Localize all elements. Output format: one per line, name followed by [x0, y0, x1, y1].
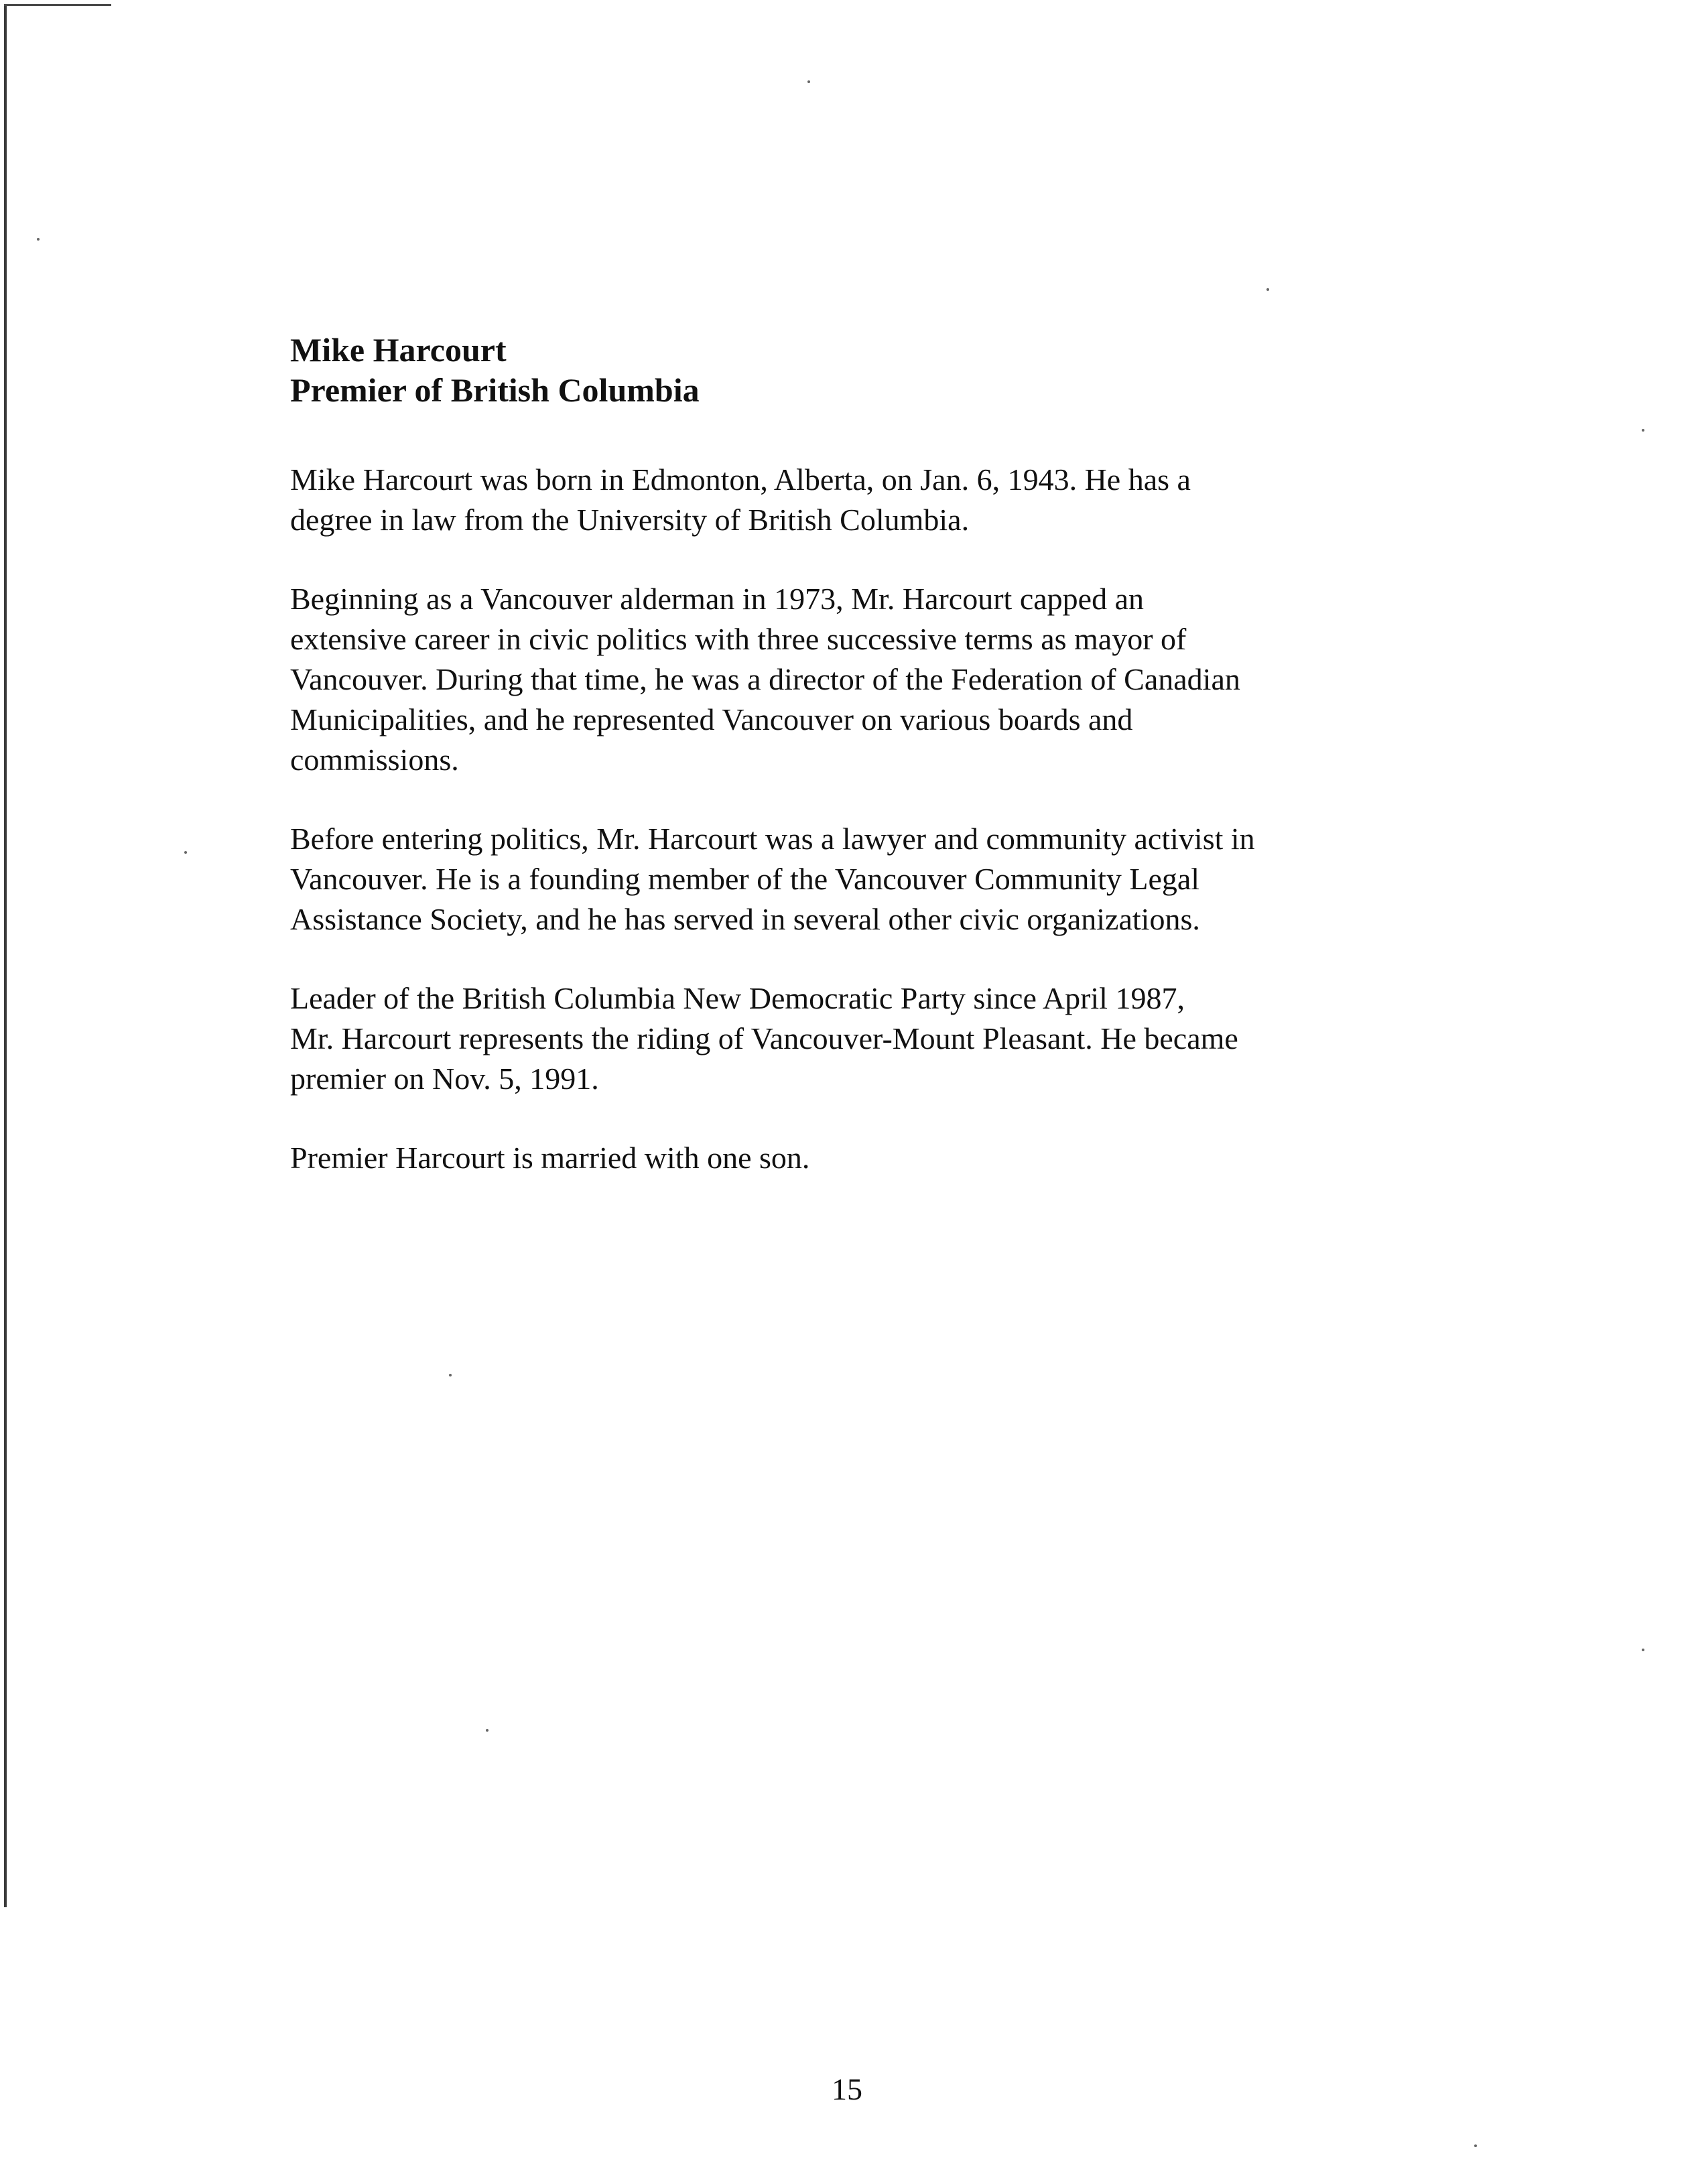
scan-speck: [1642, 429, 1644, 432]
scan-page-edge-top: [4, 4, 111, 6]
text-line: Leader of the British Columbia New Democratic Party since April 1987,: [290, 981, 1185, 1015]
biography: [290, 330, 1429, 1217]
text-line: extensive career in civic politics with three successive terms as mayor of: [290, 622, 1187, 656]
scan-speck: [486, 1729, 488, 1732]
text-line: Before entering politics, Mr. Harcourt was a lawyer and community activist in: [290, 822, 1255, 856]
text-line: Vancouver. During that time, he was a director of the Federation of Canadian: [290, 662, 1240, 696]
text-line: Municipalities, and he represented Vancouver on various boards and: [290, 702, 1133, 736]
scan-speck: [1266, 288, 1269, 291]
page-number: 15: [832, 2072, 862, 2106]
paragraph-civic-career: [290, 579, 1429, 780]
person-position: Premier of British Columbia: [290, 371, 700, 409]
text-line: premier on Nov. 5, 1991.: [290, 1062, 599, 1096]
scan-speck: [807, 80, 810, 83]
paragraph-party-leadership: [290, 978, 1429, 1099]
text-line: Assistance Society, and he has served in several other civic organizations.: [290, 902, 1200, 936]
biography-heading: [290, 330, 1429, 410]
scan-page-edge: [4, 4, 7, 1907]
paragraph-family: [290, 1138, 1429, 1178]
text-line: commissions.: [290, 743, 459, 777]
scan-speck: [1474, 2144, 1477, 2147]
text-line: Premier Harcourt is married with one son.: [290, 1141, 810, 1175]
scan-speck: [37, 238, 40, 241]
scan-speck: [184, 851, 187, 854]
text-line: Mike Harcourt was born in Edmonton, Alberta, on Jan. 6, 1943. He has a: [290, 462, 1191, 497]
scan-speck: [1642, 1649, 1644, 1651]
text-line: Vancouver. He is a founding member of the Vancouver Community Legal: [290, 862, 1200, 896]
paragraph-birth-education: [290, 460, 1429, 540]
text-line: Mr. Harcourt represents the riding of Vancouver-Mount Pleasant. He became: [290, 1021, 1238, 1055]
scan-speck: [449, 1374, 452, 1376]
paragraph-before-politics: [290, 819, 1429, 940]
text-line: degree in law from the University of British Columbia.: [290, 503, 970, 537]
text-line: Beginning as a Vancouver alderman in 1973, Mr. Harcourt capped an: [290, 582, 1144, 616]
person-name: Mike Harcourt: [290, 331, 507, 369]
